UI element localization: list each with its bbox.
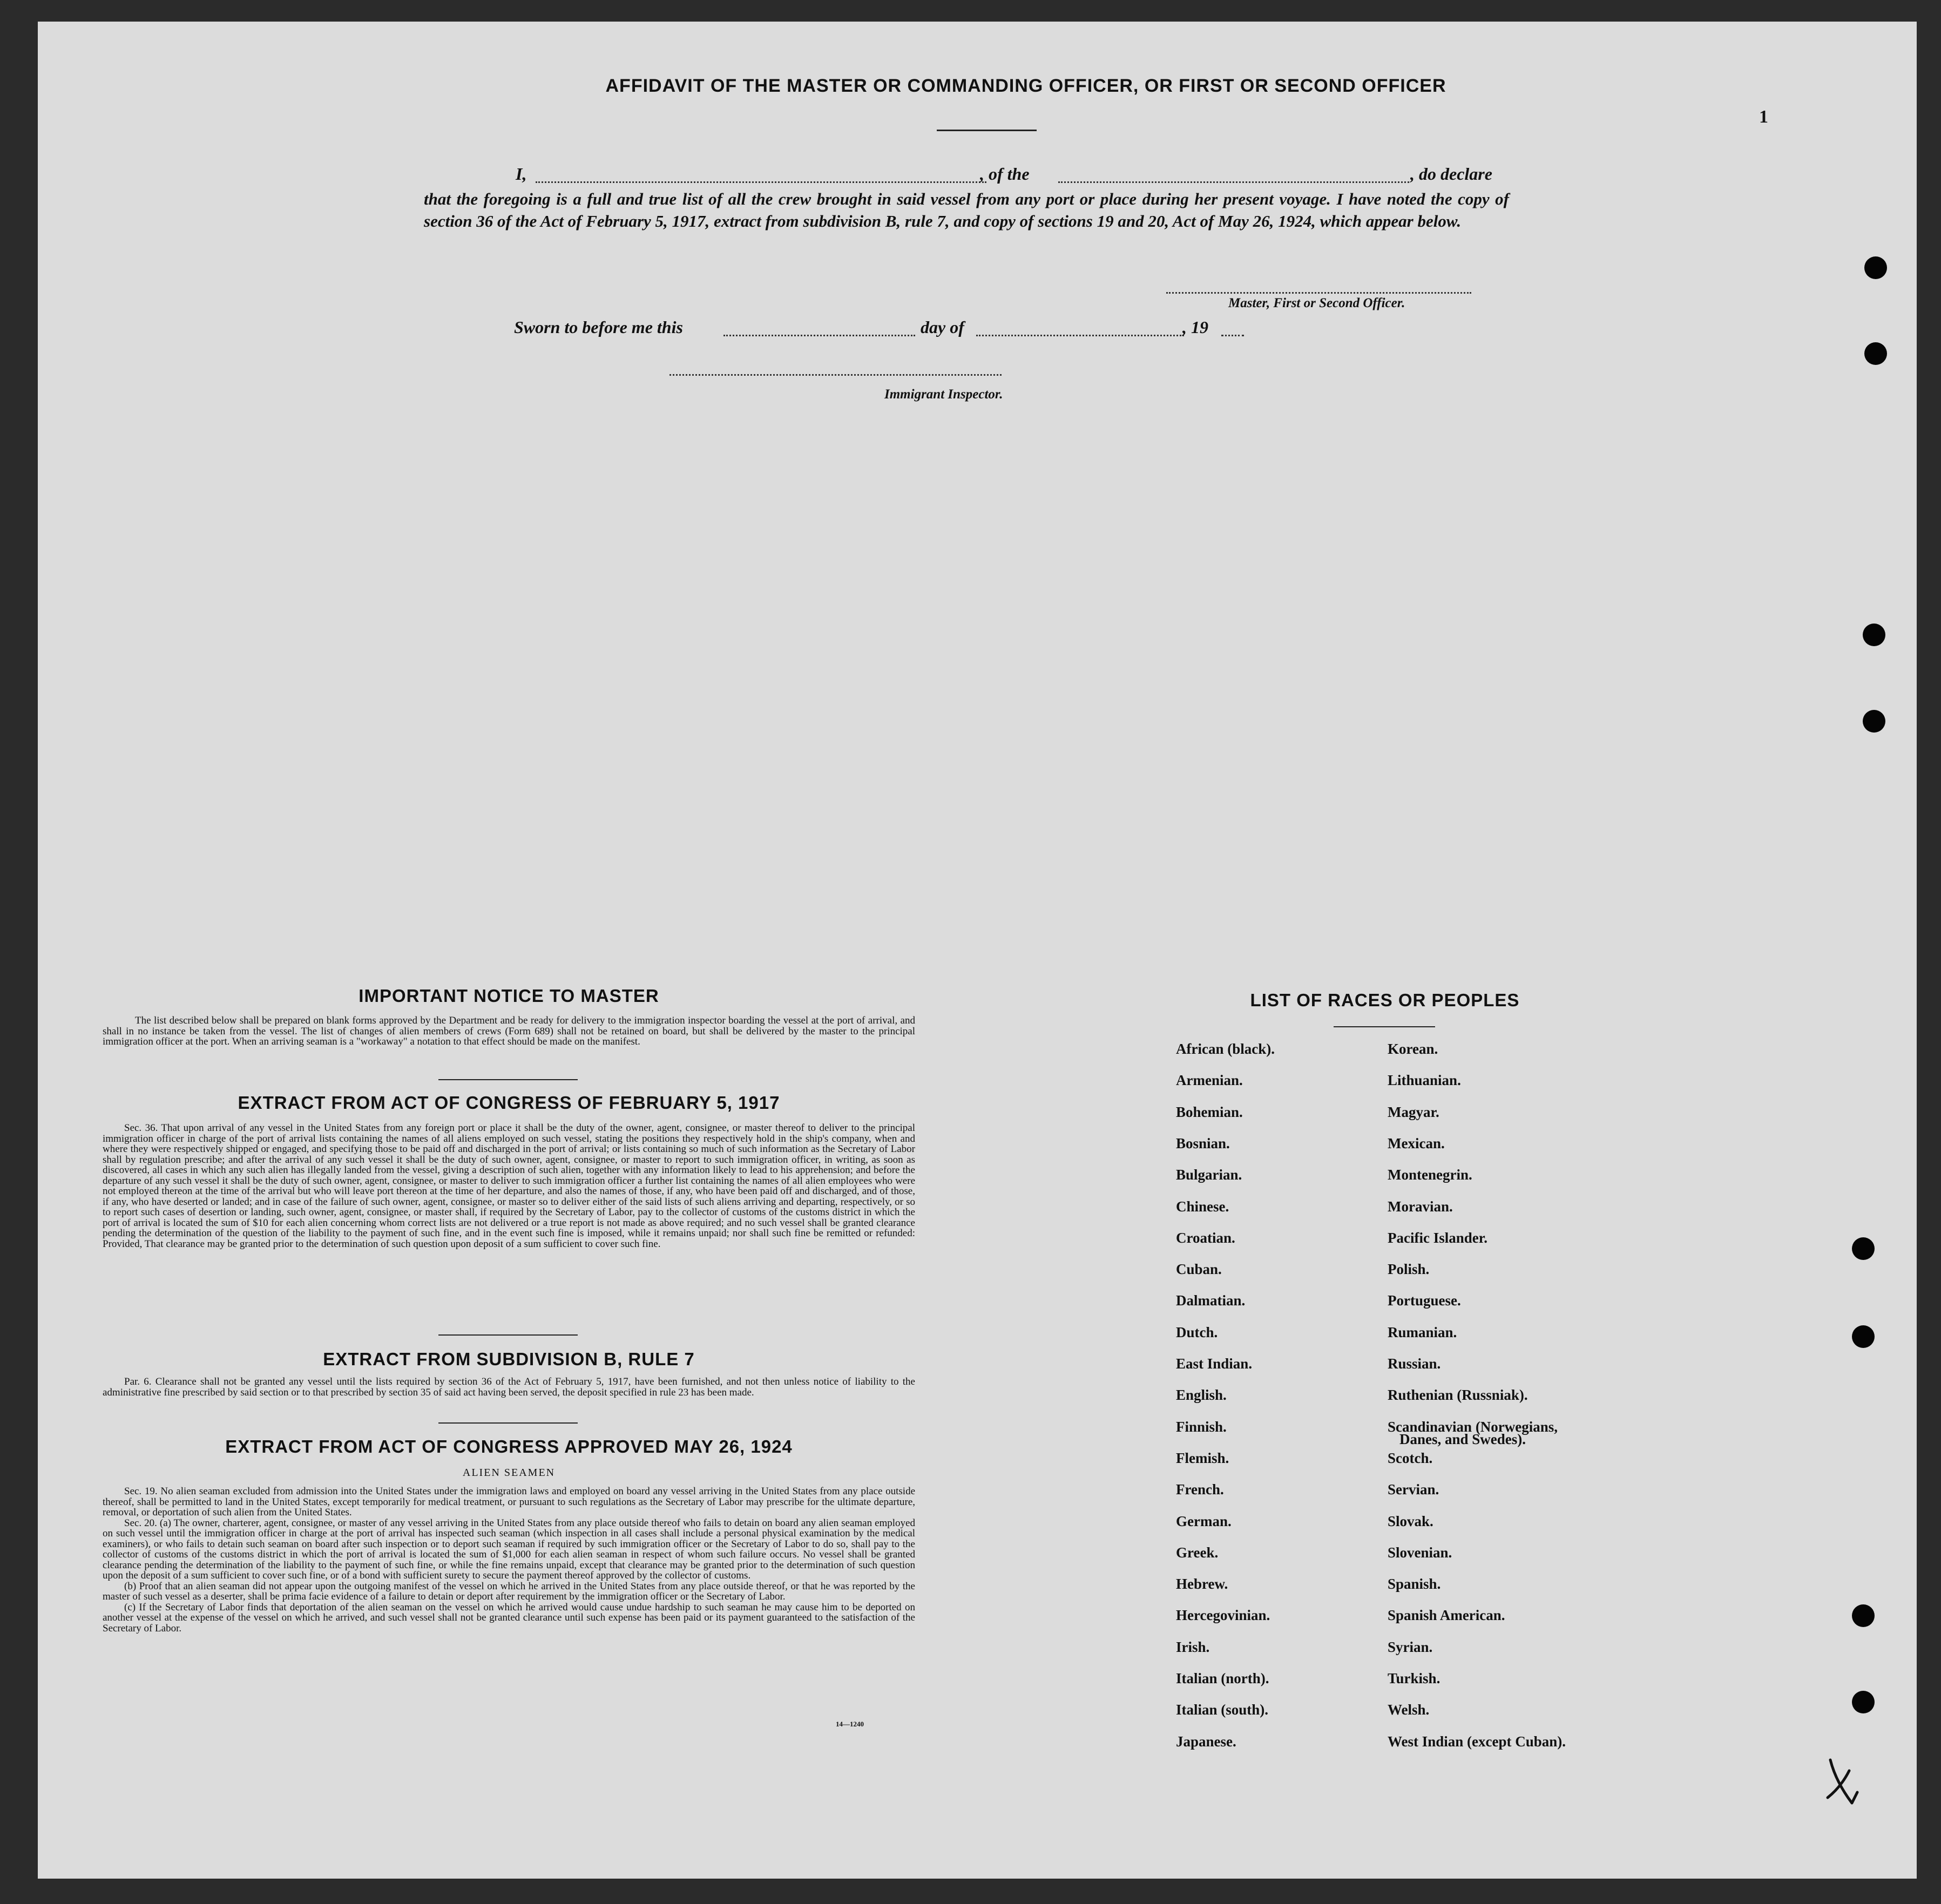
race-item: Portuguese. bbox=[1388, 1292, 1461, 1309]
notice-rule bbox=[438, 1079, 578, 1080]
punch-hole bbox=[1852, 1237, 1875, 1260]
race-item: Cuban. bbox=[1176, 1261, 1222, 1278]
rule7-text bbox=[103, 1377, 915, 1398]
rule7-rule bbox=[438, 1422, 578, 1424]
race-item: Syrian. bbox=[1388, 1638, 1433, 1655]
corner-mark: 1 bbox=[1759, 107, 1768, 127]
year-blank bbox=[1221, 335, 1244, 336]
race-item: Servian. bbox=[1388, 1481, 1439, 1498]
race-item: English. bbox=[1176, 1387, 1227, 1404]
sworn-date-blank bbox=[723, 335, 915, 336]
races-title: LIST OF RACES OR PEOPLES bbox=[1250, 990, 1520, 1010]
par-6-paragraph: Par. 6. Clearance shall not be granted any vessel until the lists required by section 36 of the Act of February 5, 1917, have been furnished, and not then unless notice of liability to the administrative fine prescribed by said section or to that prescribed by section 35 of said act having been served, the deposit specified in rule 23 has been made. bbox=[103, 1376, 915, 1398]
race-item: Bosnian. bbox=[1176, 1135, 1230, 1151]
extract-1924-title: EXTRACT FROM ACT OF CONGRESS APPROVED MAY 26, 1924 bbox=[225, 1437, 793, 1456]
race-item: Scandinavian (Norwegians, bbox=[1388, 1418, 1558, 1435]
handwritten-mark bbox=[1820, 1754, 1868, 1814]
race-item: Armenian. bbox=[1176, 1072, 1243, 1089]
extract-1924-text bbox=[103, 1486, 915, 1634]
affidavit-body: that the foregoing is a full and true list of all the crew brought in said vessel from any port or place during her present voyage. I have noted the copy of section 36 of the Act of February 5, 1917, extract from subdivision B, rule 7, and copy of sections 19 and 20, Act of May 26, 1924, which appear below. bbox=[424, 189, 1509, 231]
race-item: Spanish American. bbox=[1388, 1607, 1505, 1624]
race-item: African (black). bbox=[1176, 1041, 1275, 1057]
punch-hole bbox=[1852, 1604, 1875, 1627]
punch-hole bbox=[1852, 1325, 1875, 1348]
rule7-title: EXTRACT FROM SUBDIVISION B, RULE 7 bbox=[323, 1349, 695, 1369]
race-item: Moravian. bbox=[1388, 1198, 1453, 1215]
sec-20c-paragraph: (c) If the Secretary of Labor finds that deportation of the alien seaman on the vessel on which he arrived would cause undue hardship to such seaman he may cause him to be deported on another vessel at the expense of the vessel on which he arrived, and such vessel shall not be granted clearance until such expense has been paid or its payment guaranteed to the satisfaction of the Secretary of Labor. bbox=[103, 1601, 915, 1634]
sworn-text: Sworn to before me this bbox=[514, 317, 683, 337]
race-item: Spanish. bbox=[1388, 1576, 1441, 1593]
race-item: Lithuanian. bbox=[1388, 1072, 1461, 1089]
punch-hole bbox=[1863, 624, 1885, 646]
race-item: Welsh. bbox=[1388, 1702, 1430, 1718]
race-item: Rumanian. bbox=[1388, 1324, 1457, 1340]
punch-hole bbox=[1852, 1691, 1875, 1713]
race-item: Dalmatian. bbox=[1176, 1292, 1246, 1309]
race-item: Flemish. bbox=[1176, 1449, 1229, 1466]
race-item: Slovenian. bbox=[1388, 1544, 1452, 1561]
inspector-signature-line bbox=[669, 374, 1002, 376]
race-item: Bohemian. bbox=[1176, 1103, 1243, 1120]
race-item: Montenegrin. bbox=[1388, 1167, 1472, 1183]
year-text: , 19 bbox=[1182, 317, 1208, 337]
race-item: Japanese. bbox=[1176, 1733, 1236, 1750]
race-item: Dutch. bbox=[1176, 1324, 1218, 1340]
notice-text bbox=[103, 1015, 915, 1047]
race-item: Finnish. bbox=[1176, 1418, 1227, 1435]
race-scandinavian-continued: Danes, and Swedes). bbox=[1399, 1431, 1526, 1447]
race-item: Turkish. bbox=[1388, 1670, 1440, 1686]
inspector-label: Immigrant Inspector. bbox=[884, 387, 1003, 402]
punch-hole bbox=[1864, 342, 1887, 365]
name-blank bbox=[536, 181, 986, 183]
race-item: Hercegovinian. bbox=[1176, 1607, 1270, 1624]
extract-1917-text bbox=[103, 1123, 915, 1249]
race-item: German. bbox=[1176, 1513, 1232, 1529]
affidavit-i: I, bbox=[516, 164, 527, 184]
race-item: Bulgarian. bbox=[1176, 1167, 1242, 1183]
race-item: Croatian. bbox=[1176, 1229, 1235, 1246]
sec-36-paragraph: Sec. 36. That upon arrival of any vessel in the United States from any foreign port or place it shall be the duty of the owner, agent, consignee, or master thereof to deliver to the principal immigration officer in charge of the port of arrival lists containing the names of all aliens employed on such vessel, stating the positions they respectively hold in the ship's company, when and where they were respectively shipped or engaged, and specifying those to be paid off and discharged in the port of arrival; or lists containing so much of such information as the Secretary of Labor shall by regulation prescribe; and after the arrival of any such vessel it shall be the duty of such owner, agent, consignee, or master to report to such immigration officer, in writing, as soon as discovered, all cases in which any such alien has illegally landed from the vessel, giving a description of such alien, together with any information likely to lead to his apprehension; and before the departure of any such vessel it shall be the duty of such owner, agent, consignee, or master to deliver to such immigration officer a further list containing the names of all alien employees who were not employed thereon at the time of the arrival but who will leave port thereon at the time of her departure, and also the names of those, if any, who have been paid off and discharged, and of those, if any, who have deserted or landed; and in case of the failure of such owner, agent, consignee, or master so to deliver either of the said lists of such aliens arriving and departing, respectively, or so to report such cases of desertion or landing, such owner, agent, consignee, or master shall, if required by the Secretary of Labor, pay to the collector of customs of the customs district in which the port of arrival is located the sum of $10 for each alien concerning whom correct lists are not delivered or a true report is not made as above required; and no such vessel shall be granted clearance pending the determination of the question of the liability to the payment of such fine, and in the event such fine is imposed, while it remains unpaid; nor shall such fine be remitted or refunded: Provided, That clearance may be granted prior to the determination of such question upon deposit of a sum sufficient to cover such fine. bbox=[103, 1122, 915, 1250]
race-item: Ruthenian (Russniak). bbox=[1388, 1387, 1528, 1404]
race-item: Hebrew. bbox=[1176, 1576, 1228, 1593]
affidavit-title: AFFIDAVIT OF THE MASTER OR COMMANDING OFFICER, OR FIRST OR SECOND OFFICER bbox=[605, 76, 1446, 96]
sec-20a-paragraph: Sec. 20. (a) The owner, charterer, agent, consignee, or master of any vessel arriving in the United States from any place outside thereof who fails to detain on board any alien seaman employed on such vessel until the immigration officer in charge at the port of arrival has inspected such seaman (which inspection in all cases shall include a personal physical examination by the medical examiners), or who fails to detain such seaman on board after such inspection or to deport such seaman if required by such immigration officer or the Secretary of Labor to do so, shall pay to the collector of customs of the customs district in which the port of arrival is located the sum of $1,000 for each alien seaman in respect of whom such failure occurs. No vessel shall be granted clearance pending the determination of the liability to the payment of such fine, or while the fine remains unpaid, except that clearance may be granted prior to the determination of such question upon the deposit of a sum sufficient to cover such fine, or of a bond with sufficient surety to secure the payment thereof approved by the collector of customs. bbox=[103, 1517, 915, 1581]
race-item: Pacific Islander. bbox=[1388, 1229, 1487, 1246]
punch-hole bbox=[1864, 256, 1887, 279]
race-item: Magyar. bbox=[1388, 1103, 1439, 1120]
sworn-month-blank bbox=[976, 335, 1184, 336]
affidavit-of-the: , of the bbox=[980, 164, 1030, 184]
race-item: Slovak. bbox=[1388, 1513, 1433, 1529]
race-item: Polish. bbox=[1388, 1261, 1430, 1278]
title-rule bbox=[937, 130, 1037, 131]
race-item: Chinese. bbox=[1176, 1198, 1229, 1215]
race-item: Italian (south). bbox=[1176, 1702, 1269, 1718]
race-item: Russian. bbox=[1388, 1356, 1441, 1372]
notice-title: IMPORTANT NOTICE TO MASTER bbox=[359, 986, 659, 1006]
race-item: Irish. bbox=[1176, 1638, 1210, 1655]
race-item: Mexican. bbox=[1388, 1135, 1445, 1151]
vessel-blank bbox=[1058, 181, 1409, 183]
race-item: French. bbox=[1176, 1481, 1224, 1498]
race-item: Scotch. bbox=[1388, 1449, 1433, 1466]
race-item: East Indian. bbox=[1176, 1356, 1253, 1372]
race-item: Greek. bbox=[1176, 1544, 1219, 1561]
extract-1917-title: EXTRACT FROM ACT OF CONGRESS OF FEBRUARY 5, 1917 bbox=[238, 1093, 780, 1113]
punch-hole bbox=[1863, 710, 1885, 733]
race-item: Italian (north). bbox=[1176, 1670, 1269, 1686]
alien-seamen-subtitle: ALIEN SEAMEN bbox=[462, 1467, 556, 1479]
race-item: Korean. bbox=[1388, 1041, 1438, 1057]
races-rule bbox=[1334, 1026, 1435, 1027]
sec-19-paragraph: Sec. 19. No alien seaman excluded from admission into the United States under the immigration laws and employed on board any vessel arriving in the United States from any place outside thereof, shall be permitted to land in the United States, except temporarily for medical treatment, or pursuant to such regulations as the Secretary of Labor may prescribe for the ultimate departure, removal, or deportation of such alien from the United States. bbox=[103, 1486, 915, 1518]
extract-1917-rule bbox=[438, 1334, 578, 1336]
affidavit-declare: , do declare bbox=[1410, 164, 1492, 184]
day-of-text: day of bbox=[921, 317, 964, 337]
master-label: Master, First or Second Officer. bbox=[1228, 296, 1405, 310]
master-signature-line bbox=[1166, 292, 1471, 294]
form-number: 14—1240 bbox=[836, 1720, 864, 1728]
notice-paragraph: The list described below shall be prepared on blank forms approved by the Department and be ready for delivery to the immigration inspector boarding the vessel at the port of arrival, and shall in no instance be taken from the vessel. The list of changes of alien members of crews (Form 689) shall not be retained on board, but shall be delivered by the master to the principal immigration officer at the port. When an arriving seaman is a "workaway" a notation to that effect should be made on the manifest. bbox=[103, 1015, 915, 1047]
sec-20b-paragraph: (b) Proof that an alien seaman did not appear upon the outgoing manifest of the vessel on which he arrived in the United States from any place outside thereof, or that he was reported by the master of such vessel as a deserter, shall be prima facie evidence of a failure to detain or deport after requirement by the immigration officer or the Secretary of Labor. bbox=[103, 1580, 915, 1602]
race-item: West Indian (except Cuban). bbox=[1388, 1733, 1566, 1750]
